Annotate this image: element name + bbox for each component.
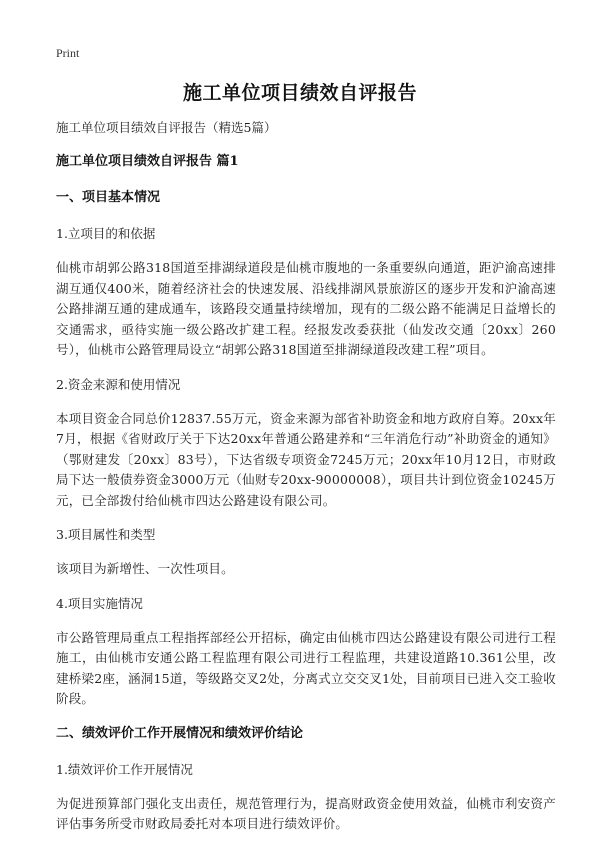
section-heading-basic-info: 一、项目基本情况 bbox=[56, 190, 161, 205]
subheading-purpose: 1.立项目的和依据 bbox=[56, 226, 156, 241]
subheading-funding: 2.资金来源和使用情况 bbox=[56, 376, 181, 392]
paragraph-evaluation-work: 为促进预算部门强化支出责任，规范管理行为，提高财政资金使用效益，仙桃市利安资产评估事务所受市财政局委托对本项目进行绩效评价。 bbox=[56, 795, 556, 831]
subheading-evaluation-work: 1.绩效评价工作开展情况 bbox=[56, 761, 193, 777]
paragraph-funding: 本项目资金合同总价12837.55万元，资金来源为部省补助资金和地方政府自筹。20xx年7月，根据《省财政厅关于下达20xx年普通公路建养和“三年消危行动”补助资金的通知》（鄂财建发〔20xx〕83号），下达省级专项资金7245万元；20xx年10月12日，市财政局下达一般债券资金3000万元（仙财专20xx-90000008），项目共计到位资金10245万元，已全部拨付给仙桃市四达公路建设有限公司。 bbox=[56, 410, 556, 508]
article-heading: 施工单位项目绩效自评报告 篇1 bbox=[56, 154, 239, 169]
subheading-implementation: 4.项目实施情况 bbox=[56, 595, 143, 611]
page-title: 施工单位项目绩效自评报告 bbox=[182, 82, 417, 104]
paragraph-implementation: 市公路管理局重点工程指挥部经公开招标，确定由仙桃市四达公路建设有限公司进行工程施工，由仙桃市安通公路工程监理有限公司进行工程监理，共建设道路10.361公里，改建桥梁2座，涵洞15道，等级路交叉2处，分离式立交交叉1处，目前项目已进入交工验收阶段。 bbox=[56, 629, 556, 706]
paragraph-purpose: 仙桃市胡郭公路318国道至排湖绿道段是仙桃市腹地的一条重要纵向通道，距沪渝高速排湖互通仅400米，随着经济社会的快速发展、沿线排湖风景旅游区的逐步开发和沪渝高速公路排湖互通的建成通车，该路段交通量持续增加，现有的二级公路不能满足日益增长的交通需求，亟待实施一级公路改扩建工程。经报发改委获批（仙发改交通〔20xx〕260号），仙桃市公路管理局设立“胡郭公路318国道至排湖绿道段改建工程”项目。 bbox=[56, 260, 556, 357]
document-subtitle: 施工单位项目绩效自评报告（精选5篇） bbox=[56, 120, 277, 135]
print-link[interactable]: Print bbox=[56, 46, 80, 60]
paragraph-attributes: 该项目为新增性、一次性项目。 bbox=[56, 561, 234, 576]
subheading-attributes: 3.项目属性和类型 bbox=[56, 527, 156, 542]
section-heading-evaluation: 二、绩效评价工作开展情况和绩效评价结论 bbox=[56, 725, 304, 741]
document-body bbox=[56, 118, 556, 849]
